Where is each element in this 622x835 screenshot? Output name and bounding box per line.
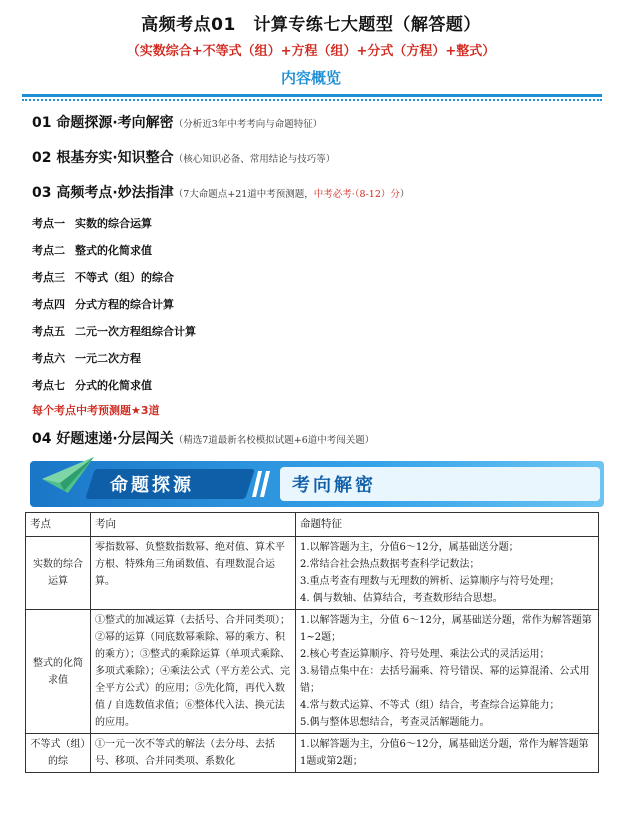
section-note: （核心知识必备、常用结论与技巧等） — [173, 154, 336, 165]
section-note: （精选7道最新名校模拟试题+6道中考闯关题） — [173, 435, 375, 446]
table-row — [26, 610, 599, 734]
kaodian-name: 一元二次方程 — [75, 352, 141, 365]
exam-analysis-table — [25, 512, 599, 773]
kaodian-item — [32, 377, 152, 393]
kaodian-number: 考点二 — [32, 244, 65, 257]
section-02 — [32, 147, 335, 167]
column-header: 考向 — [91, 513, 296, 537]
table-header-row — [26, 513, 599, 537]
stripes-icon — [252, 471, 274, 497]
kaodian-cell: 整式的化简求值 — [26, 610, 91, 734]
kaodian-number: 考点一 — [32, 217, 65, 230]
kaodian-cell: 实数的综合运算 — [26, 537, 91, 610]
feature-line: 3.易错点集中在：去括号漏乘、符号错误、幂的运算混淆、公式用错； — [300, 666, 590, 694]
section-label: 03 高频考点·妙法指津 — [32, 185, 174, 201]
section-04 — [32, 428, 374, 448]
direction-cell: ①一元一次不等式的解法（去分母、去括号、移项、合并同类项、系数化 — [91, 734, 296, 773]
direction-cell: ①整式的加减运算（去括号、合并同类项）；②幂的运算（同底数幂乘除、幂的乘方、积的乘方）；③整式的乘除运算（单项式乘除、多项式乘除）；④乘法公式（平方差公式、完全平方公式）的应用；⑤先化简，再代入数值 / 自选数值求值；⑥整体代入法、换元法的应用。 — [91, 610, 296, 734]
feature-line: 2.常结合社会热点数据考查科学记数法； — [300, 559, 480, 570]
kaodian-number: 考点七 — [32, 379, 65, 392]
feature-line: 1.以解答题为主，分值6～12分，属基础送分题； — [300, 542, 519, 553]
feature-line: 1.以解答题为主，分值 6～12分，属基础送分题，常作为解答题第1~2题； — [300, 615, 592, 643]
kaodian-item — [32, 215, 152, 231]
kaodian-name: 整式的化简求值 — [75, 244, 152, 257]
kaodian-item — [32, 350, 141, 366]
prediction-note: 每个考点中考预测题★3道 — [32, 404, 160, 417]
feature-line: 4. 偶与数轴、估算结合，考查数形结合思想。 — [300, 593, 503, 604]
section-label: 01 命题探源·考向解密 — [32, 115, 174, 131]
section-03 — [32, 182, 409, 202]
document-title: 高频考点01 计算专练七大题型（解答题） — [141, 15, 481, 35]
divider-solid — [22, 94, 602, 97]
kaodian-cell: 不等式（组）的综 — [26, 734, 91, 773]
banner-right-text: 考向解密 — [292, 475, 376, 496]
section-label: 02 根基夯实·知识整合 — [32, 150, 174, 166]
section-note: （7大命题点+21道中考预测题， — [173, 189, 314, 200]
table-row — [26, 537, 599, 610]
feature-cell — [296, 537, 599, 610]
column-header: 命题特征 — [296, 513, 599, 537]
feature-cell — [296, 734, 599, 773]
feature-line: 3.重点考查有理数与无理数的辨析、运算顺序与符号处理； — [300, 576, 560, 587]
banner-left-text: 命题探源 — [110, 475, 194, 496]
kaodian-item — [32, 242, 152, 258]
section-01 — [32, 112, 322, 132]
table-row — [26, 734, 599, 773]
section-note: （分析近3年中考考向与命题特征） — [173, 119, 323, 130]
kaodian-item — [32, 323, 196, 339]
overview-heading: 内容概览 — [280, 69, 341, 87]
feature-line: 5.偶与整体思想结合，考查灵活解题能力。 — [300, 717, 490, 728]
feature-line: 2.核心考查运算顺序、符号处理、乘法公式的灵活运用； — [300, 649, 550, 660]
kaodian-name: 实数的综合运算 — [75, 217, 152, 230]
column-header: 考点 — [26, 513, 91, 537]
feature-cell — [296, 610, 599, 734]
kaodian-number: 考点六 — [32, 352, 65, 365]
divider-dotted — [22, 99, 602, 101]
kaodian-item — [32, 296, 174, 312]
kaodian-name: 分式方程的综合计算 — [75, 298, 174, 311]
document-subtitle: （实数综合+不等式（组）+方程（组）+分式（方程）+整式） — [126, 44, 496, 59]
kaodian-name: 不等式（组）的综合 — [75, 271, 174, 284]
kaodian-name: 分式的化简求值 — [75, 379, 152, 392]
direction-cell: 零指数幂、负整数指数幂、绝对值、算术平方根、特殊角三角函数值、有理数混合运算。 — [91, 537, 296, 610]
feature-line: 1.以解答题为主，分值6～12分，属基础送分题，常作为解答题第1题或第2题； — [300, 739, 589, 767]
section-note-end: ） — [399, 189, 410, 200]
kaodian-item — [32, 269, 174, 285]
kaodian-number: 考点五 — [32, 325, 65, 338]
section-banner — [30, 461, 604, 507]
section-note-highlight: 中考必考·（8-12）分 — [313, 189, 400, 200]
kaodian-name: 二元一次方程组综合计算 — [75, 325, 196, 338]
section-label: 04 好题速递·分层闯关 — [32, 431, 174, 447]
kaodian-number: 考点三 — [32, 271, 65, 284]
kaodian-number: 考点四 — [32, 298, 65, 311]
feature-line: 4.常与数式运算、不等式（组）结合，考查综合运算能力； — [300, 700, 560, 711]
